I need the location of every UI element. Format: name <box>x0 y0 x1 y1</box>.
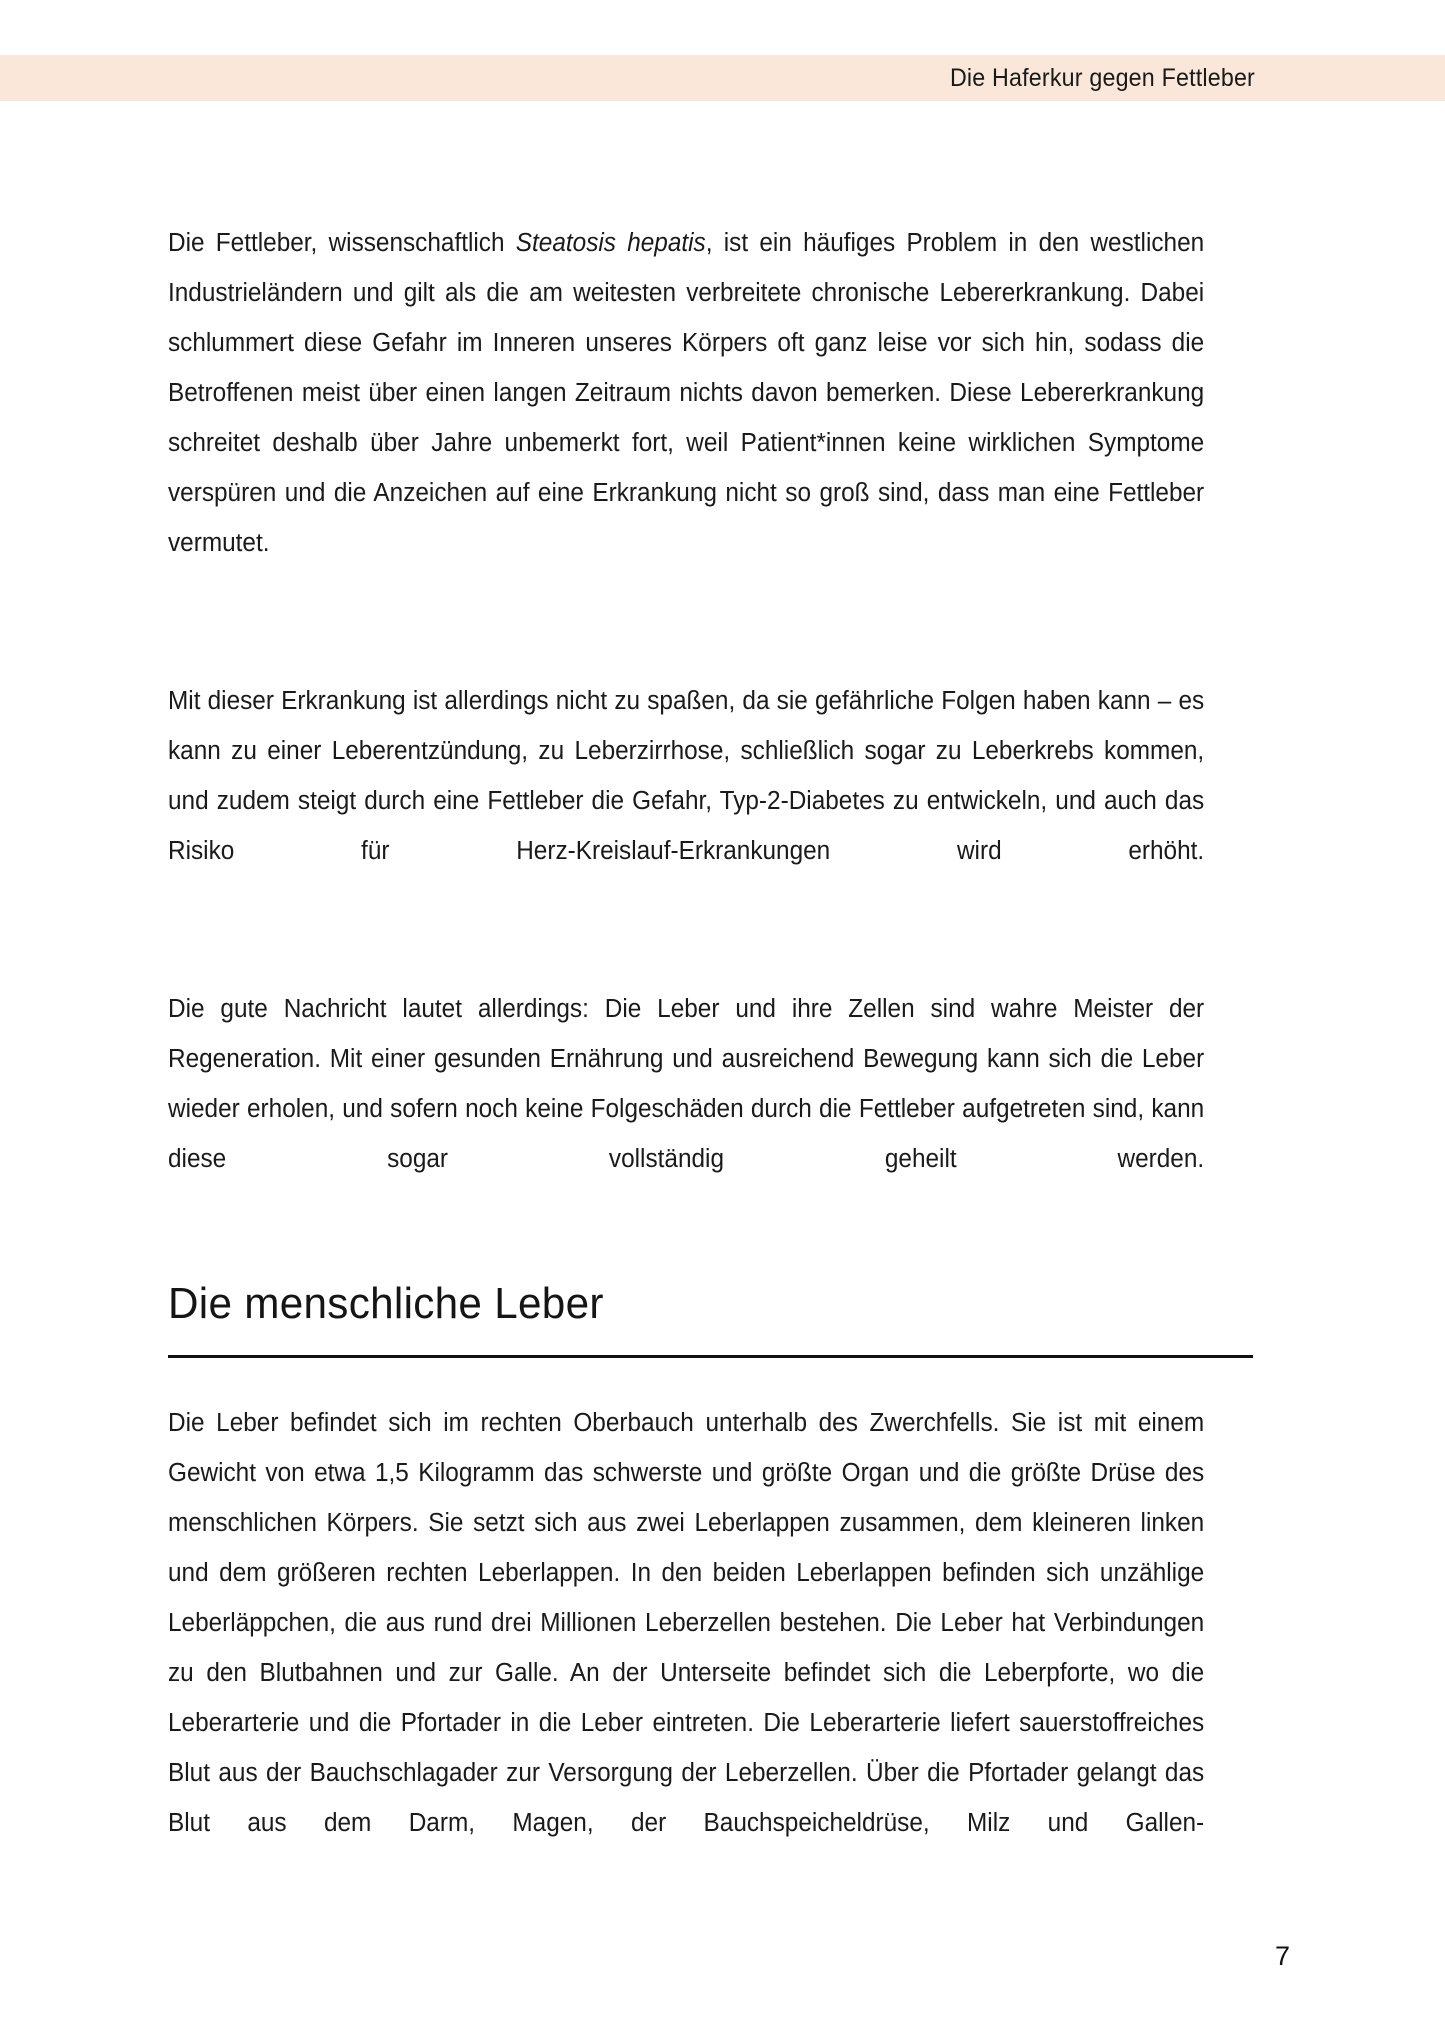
page-content <box>168 218 1253 1898</box>
page-number: 7 <box>1274 1941 1290 1971</box>
paragraph-liver-anatomy: Die Leber befindet sich im rechten Oberbauch unterhalb des Zwerchfells. Sie ist mit einem Gewicht von etwa 1,5 Kilogramm das schwerste und größte Organ und die größte Drüse des menschlichen Körpers. Sie setzt sich aus zwei Leberlappen zusammen, dem kleineren linken und dem größeren rechten Leberlappen. In den beiden Leberlappen befinden sich unzählige Leberläppchen, die aus rund drei Millionen Leberzellen bestehen. Die Leber hat Verbindungen zu den Blutbahnen und zur Galle. An der Unterseite befindet sich die Leberpforte, wo die Leberarterie und die Pfortader in die Leber eintreten. Die Leberarterie liefert sauerstoffreiches Blut aus der Bauchschlagader zur Versorgung der Leberzellen. Über die Pfortader gelangt das Blut aus dem Darm, Magen, der Bauchspeicheldrüse, Milz und Gallen- <box>168 1409 1205 1837</box>
paragraph-intro-lead: Die Fettleber, wissenschaftlich <box>168 229 516 257</box>
section-heading-rule <box>168 1355 1253 1358</box>
paragraph-intro-rest: , ist ein häufiges Problem in den westlichen Industrieländern und gilt als die am weitesten verbreitete chronische Lebererkrankung. Dabei schlummert diese Gefahr im Inneren unseres Körpers oft ganz leise vor sich hin, sodass die Betroffenen meist über einen langen Zeitraum nichts davon bemerken. Diese Lebererkrankung schreitet deshalb über Jahre unbemerkt fort, weil Patient*innen keine wirklichen Symptome verspüren und die Anzeichen auf eine Erkrankung nicht so groß sind, dass man eine Fettleber vermutet. <box>168 229 1205 557</box>
section-body <box>168 1398 1253 1898</box>
running-header-title: Die Haferkur gegen Fettleber <box>949 64 1255 92</box>
paragraph-risks: Mit dieser Erkrankung ist allerdings nicht zu spaßen, da sie gefährliche Folgen haben kann – es kann zu einer Leberentzündung, zu Leberzirrhose, schließlich sogar zu Leberkrebs kommen, und zudem steigt durch eine Fettleber die Gefahr, Typ-2-Diabetes zu entwickeln, und auch das Risiko für Herz-Kreislauf-Erkrankungen wird erhöht. <box>168 687 1205 865</box>
section-heading: Die menschliche Leber <box>168 1279 604 1328</box>
paragraph-good-news: Die gute Nachricht lautet allerdings: Die Leber und ihre Zellen sind wahre Meister der Regeneration. Mit einer gesunden Ernährung und ausreichend Bewegung kann sich die Leber wieder erholen, und sofern noch keine Folgeschäden durch die Fettleber aufgetreten sind, kann diese sogar vollständig geheilt werden. <box>168 995 1205 1173</box>
paragraph-intro <box>168 218 1204 618</box>
section-die-menschliche-leber <box>168 1276 1253 1898</box>
latin-term-steatosis-hepatis: Steatosis hepatis <box>515 229 706 257</box>
